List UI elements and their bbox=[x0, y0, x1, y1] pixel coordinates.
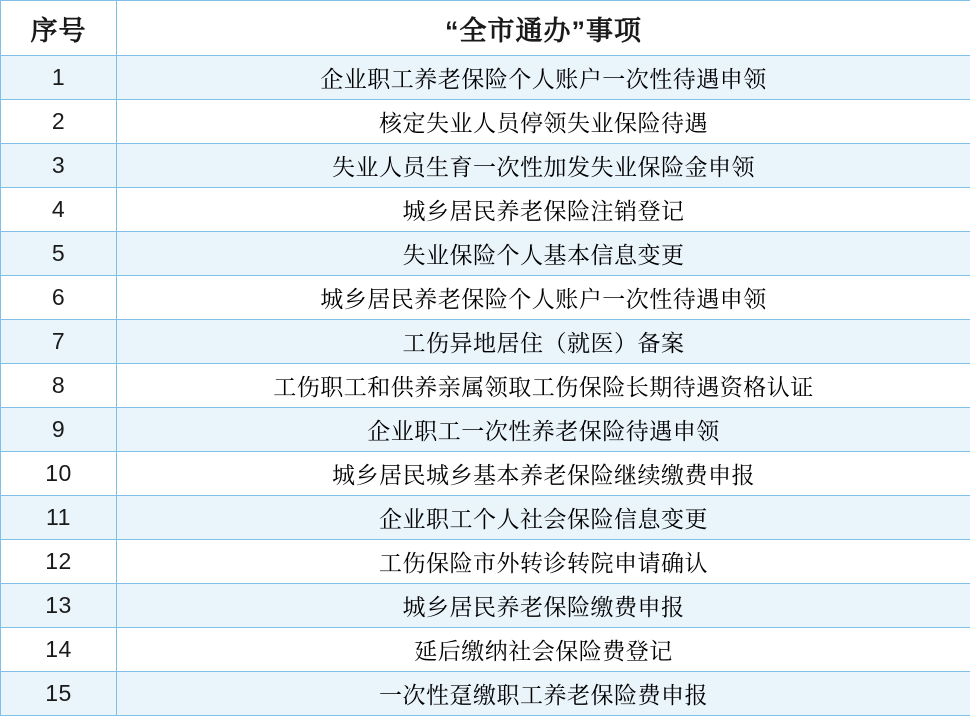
cell-matter: 企业职工养老保险个人账户一次性待遇申领 bbox=[117, 56, 970, 100]
table-row bbox=[1, 364, 970, 408]
cell-index: 14 bbox=[1, 628, 117, 672]
cell-index: 7 bbox=[1, 320, 117, 364]
cell-matter: 城乡居民养老保险缴费申报 bbox=[117, 584, 970, 628]
table-row bbox=[1, 672, 970, 716]
cell-matter: 失业人员生育一次性加发失业保险金申领 bbox=[117, 144, 970, 188]
cell-matter: 一次性趸缴职工养老保险费申报 bbox=[117, 672, 970, 716]
table-row bbox=[1, 276, 970, 320]
cell-index: 3 bbox=[1, 144, 117, 188]
cell-index: 4 bbox=[1, 188, 117, 232]
cell-matter: 工伤保险市外转诊转院申请确认 bbox=[117, 540, 970, 584]
table-row bbox=[1, 144, 970, 188]
cell-matter: 核定失业人员停领失业保险待遇 bbox=[117, 100, 970, 144]
cell-index: 6 bbox=[1, 276, 117, 320]
cell-matter: 延后缴纳社会保险费登记 bbox=[117, 628, 970, 672]
table-row bbox=[1, 496, 970, 540]
cell-index: 2 bbox=[1, 100, 117, 144]
cell-index: 9 bbox=[1, 408, 117, 452]
table-header-row bbox=[1, 1, 970, 56]
cell-index: 12 bbox=[1, 540, 117, 584]
cell-matter: 失业保险个人基本信息变更 bbox=[117, 232, 970, 276]
cell-matter: 企业职工一次性养老保险待遇申领 bbox=[117, 408, 970, 452]
table-row bbox=[1, 232, 970, 276]
table-row bbox=[1, 188, 970, 232]
table-row bbox=[1, 100, 970, 144]
column-header-index: 序号 bbox=[1, 1, 117, 56]
cell-matter: 城乡居民城乡基本养老保险继续缴费申报 bbox=[117, 452, 970, 496]
cell-matter: 城乡居民养老保险注销登记 bbox=[117, 188, 970, 232]
cell-index: 5 bbox=[1, 232, 117, 276]
cell-index: 11 bbox=[1, 496, 117, 540]
column-header-matter: “全市通办”事项 bbox=[117, 1, 970, 56]
cell-matter: 工伤异地居住（就医）备案 bbox=[117, 320, 970, 364]
table-header bbox=[1, 1, 970, 56]
table-row bbox=[1, 584, 970, 628]
cell-index: 13 bbox=[1, 584, 117, 628]
cell-index: 15 bbox=[1, 672, 117, 716]
table-row bbox=[1, 408, 970, 452]
table-row bbox=[1, 540, 970, 584]
table-body bbox=[1, 56, 970, 716]
table-row bbox=[1, 56, 970, 100]
table-row bbox=[1, 452, 970, 496]
cell-matter: 城乡居民养老保险个人账户一次性待遇申领 bbox=[117, 276, 970, 320]
table-row bbox=[1, 320, 970, 364]
cell-index: 8 bbox=[1, 364, 117, 408]
cell-matter: 工伤职工和供养亲属领取工伤保险长期待遇资格认证 bbox=[117, 364, 970, 408]
cell-index: 1 bbox=[1, 56, 117, 100]
cell-matter: 企业职工个人社会保险信息变更 bbox=[117, 496, 970, 540]
cell-index: 10 bbox=[1, 452, 117, 496]
table-row bbox=[1, 628, 970, 672]
